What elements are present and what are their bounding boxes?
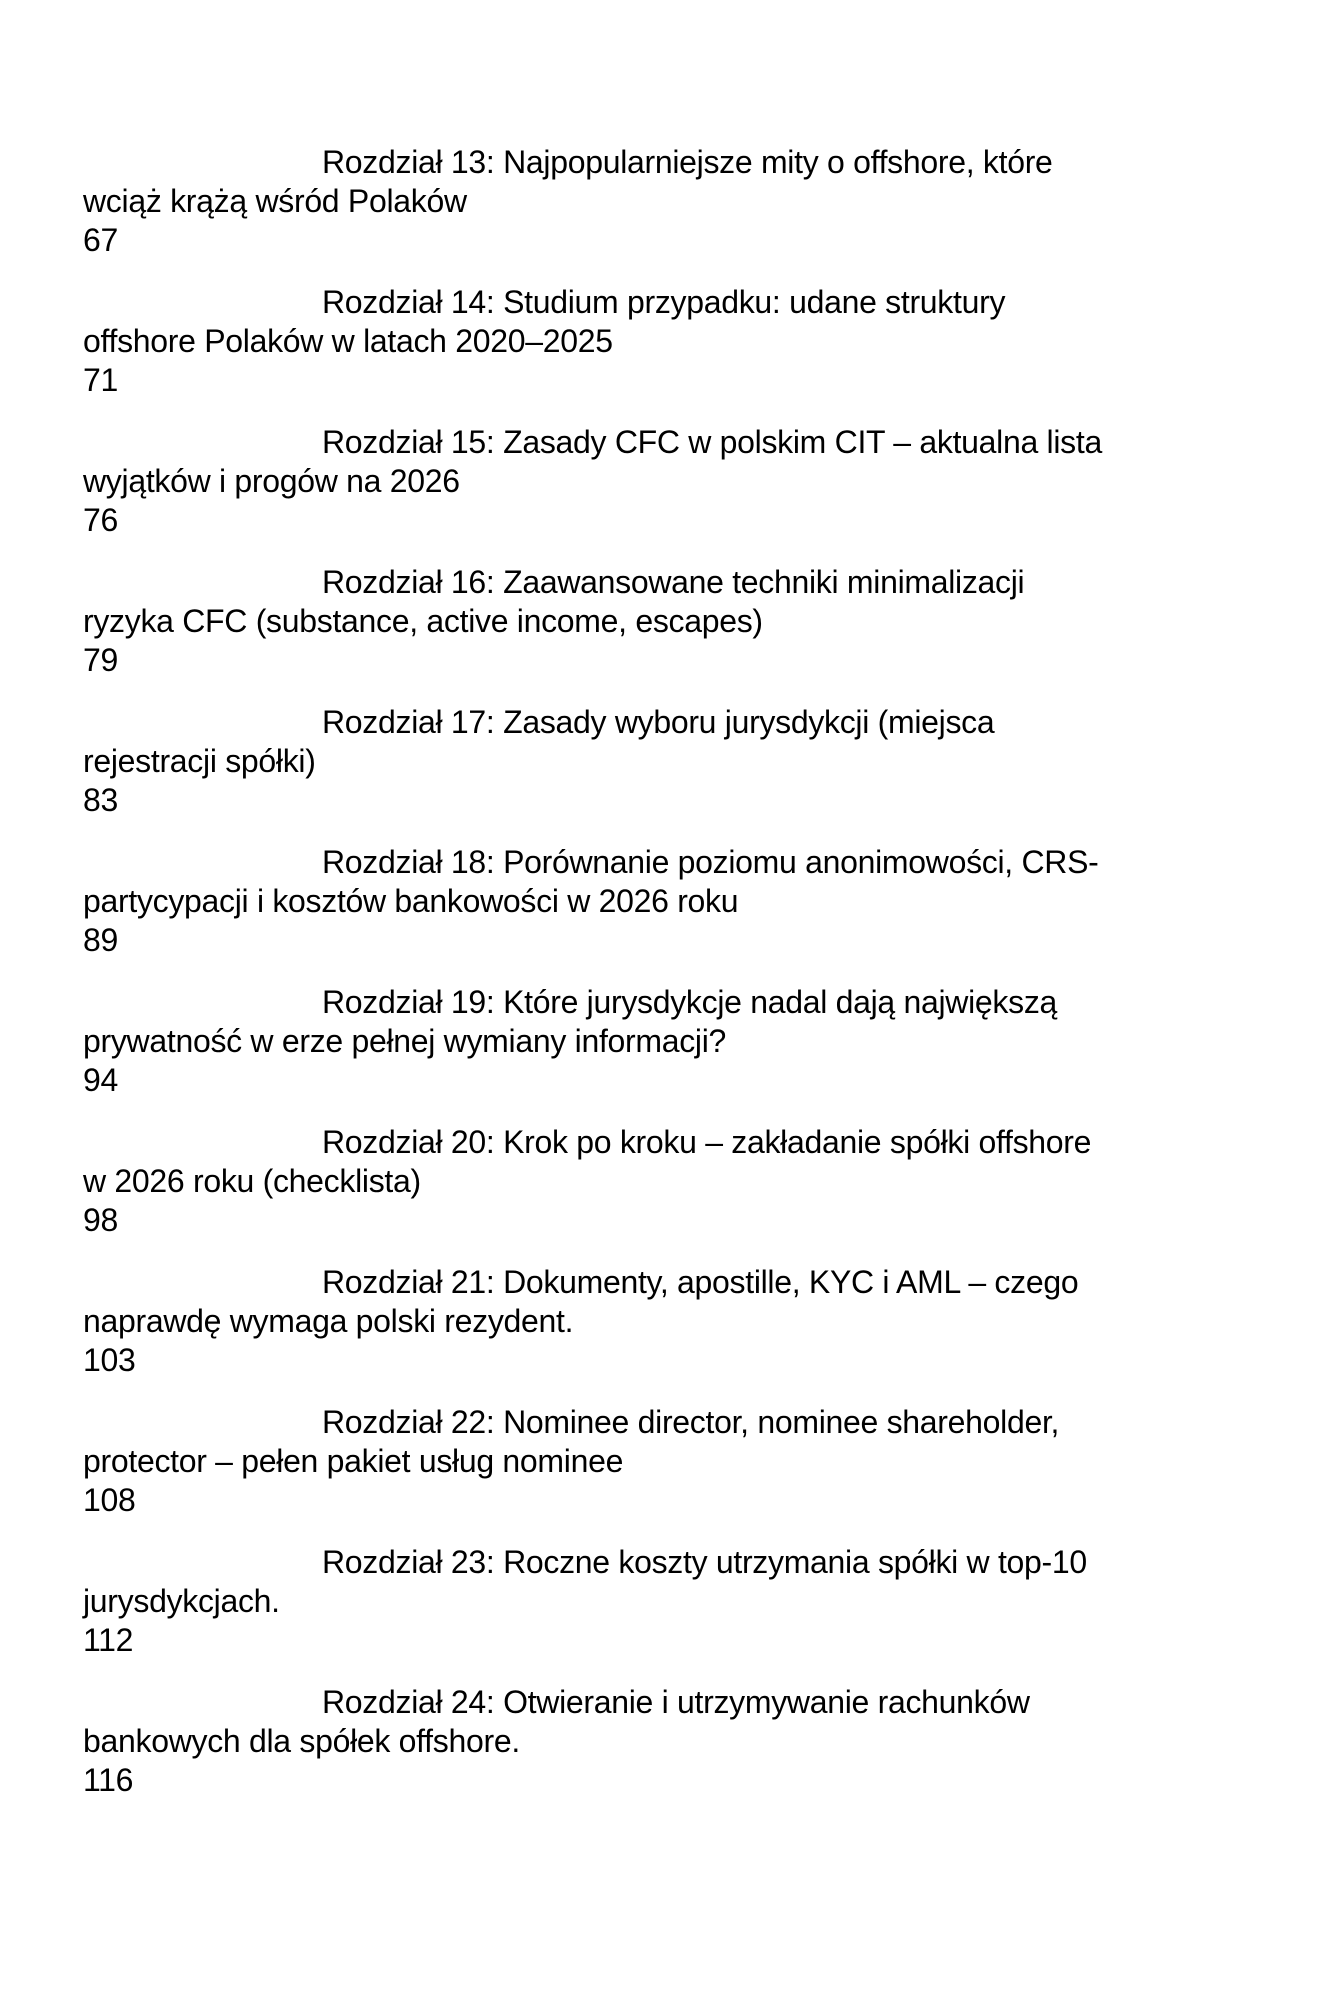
toc-entry (83, 1123, 1158, 1240)
toc-entry-title-line1: Rozdział 17: Zasady wyboru jurysdykcji (miejsca (322, 704, 995, 740)
toc-entry (83, 983, 1158, 1100)
toc-entry (83, 1403, 1158, 1520)
toc-entry-title-line1: Rozdział 18: Porównanie poziomu anonimowości, CRS- (322, 844, 1099, 880)
toc-entry-title-line2: offshore Polaków w latach 2020–2025 (83, 323, 613, 359)
toc-entry-title-line1: Rozdział 15: Zasady CFC w polskim CIT – aktualna lista (322, 424, 1102, 460)
toc-entry (83, 283, 1158, 400)
toc-entry-page-number: 116 (83, 1762, 134, 1798)
toc-entry-page-number: 76 (83, 502, 118, 538)
toc-entry-page-number: 98 (83, 1202, 118, 1238)
toc-entry (83, 1683, 1158, 1800)
toc-entry-title-line1: Rozdział 24: Otwieranie i utrzymywanie rachunków (322, 1684, 1030, 1720)
toc-entry (83, 1543, 1158, 1660)
toc-entry-page-number: 89 (83, 922, 118, 958)
toc-entry-title-line1: Rozdział 22: Nominee director, nominee shareholder, (322, 1404, 1060, 1440)
toc-entry-title-line2: protector – pełen pakiet usług nominee (83, 1443, 624, 1479)
toc-entry (83, 1263, 1158, 1380)
toc-entry-title-line2: wyjątków i progów na 2026 (83, 463, 460, 499)
toc-entry-title-line2: prywatność w erze pełnej wymiany informacji? (83, 1023, 727, 1059)
toc-entry-page-number: 112 (83, 1622, 134, 1658)
toc-entry-title-line2: wciąż krążą wśród Polaków (83, 183, 467, 219)
toc-entry-title-line1: Rozdział 16: Zaawansowane techniki minimalizacji (322, 564, 1025, 600)
toc-entry-title-line2: bankowych dla spółek offshore. (83, 1723, 520, 1759)
toc-entry-title-line1: Rozdział 13: Najpopularniejsze mity o offshore, które (322, 144, 1053, 180)
toc-entry (83, 843, 1158, 960)
toc-entry-page-number: 83 (83, 782, 118, 818)
toc-entry-title-line2: naprawdę wymaga polski rezydent. (83, 1303, 574, 1339)
toc-entry-title-line2: rejestracji spółki) (83, 743, 316, 779)
toc-entry-title-line2: partycypacji i kosztów bankowości w 2026 roku (83, 883, 739, 919)
toc-entry (83, 423, 1158, 540)
toc-entry (83, 563, 1158, 680)
toc-entry-title-line1: Rozdział 19: Które jurysdykcje nadal dają największą (322, 984, 1058, 1020)
toc-entry-title-line1: Rozdział 14: Studium przypadku: udane struktury (322, 284, 1006, 320)
toc-entry-page-number: 108 (83, 1482, 136, 1518)
toc-entry-title-line1: Rozdział 20: Krok po kroku – zakładanie spółki offshore (322, 1124, 1092, 1160)
toc-entry-page-number: 67 (83, 222, 118, 258)
toc-entry-page-number: 71 (83, 362, 118, 398)
toc-entry-title-line2: jurysdykcjach. (83, 1583, 280, 1619)
toc-entry (83, 143, 1158, 260)
toc-entry-title-line1: Rozdział 21: Dokumenty, apostille, KYC i AML – czego (322, 1264, 1079, 1300)
toc-entry-title-line2: ryzyka CFC (substance, active income, escapes) (83, 603, 763, 639)
toc-entry-page-number: 79 (83, 642, 118, 678)
toc-entry-page-number: 94 (83, 1062, 118, 1098)
toc-entry-page-number: 103 (83, 1342, 136, 1378)
toc-entry-title-line1: Rozdział 23: Roczne koszty utrzymania spółki w top-10 (322, 1544, 1087, 1580)
toc-entry (83, 703, 1158, 820)
toc-entry-title-line2: w 2026 roku (checklista) (83, 1163, 421, 1199)
